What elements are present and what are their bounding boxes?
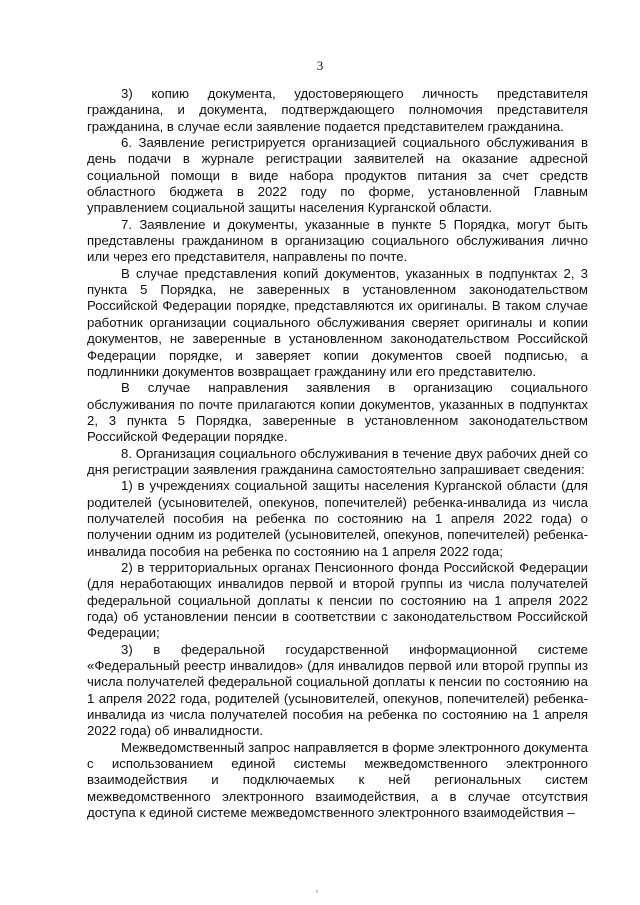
paragraph-clause-8: 8. Организация социального обслуживания в течение двух рабочих дней со дня регистрации заявления гражданина самостоятельно запрашивает сведения: [87, 445, 588, 477]
footer-mark: ‘ [316, 889, 319, 900]
paragraph-subitem-3: 3) в федеральной государственной информационной системе «Федеральный реестр инвалидов» (для инвалидов первой или второй группы из числа получателей федеральной социальной доплаты к пенсии по состоянию на 1 апреля 2022 года, родителей (усыновителей, опекунов, попечителей) ребенка-инвалида из числа получателей пособия на ребенка по состоянию на 1 апреля 2022 года) об инвалидности. [87, 641, 588, 739]
paragraph-item-3: 3) копию документа, удостоверяющего личность представителя гражданина, и документа, подтверждающего полномочия представителя гражданина, в случае если заявление подается представителем гражданина. [87, 86, 588, 134]
paragraph-clause-7: 7. Заявление и документы, указанные в пункте 5 Порядка, могут быть представлены гражданином в организацию социального обслуживания лично или через его представителя, направлены по почте. [87, 216, 588, 265]
paragraph-copies-originals: В случае представления копий документов, указанных в подпунктах 2, 3 пункта 5 Порядка, не заверенных в установленном законодательством Российской Федерации порядке, представляются их оригиналы. В таком случае работник организации социального обслуживания сверяет оригиналы и копии документов, не заверенные в установленном законодательством Российской Федерации порядке, и заверяет копии документов своей подписью, а подлинники документов возвращает гражданину или его представителю. [87, 265, 588, 379]
document-body [87, 86, 588, 821]
paragraph-postal-submission: В случае направления заявления в организацию социального обслуживания по почте прилагаются копии документов, указанных в подпунктах 2, 3 пункта 5 Порядка, заверенные в установленном законодательством Российской Федерации порядке. [87, 380, 588, 445]
page-number: 3 [316, 58, 324, 73]
paragraph-interagency-request: Межведомственный запрос направляется в форме электронного документа с использованием единой системы межведомственного электронного взаимодействия и подключаемых к ней региональных систем межведомственного электронного взаимодействия, а в случае отсутствия доступа к единой системе межведомственного электронного взаимодействия – [87, 739, 588, 821]
paragraph-subitem-2: 2) в территориальных органах Пенсионного фонда Российской Федерации (для неработающих инвалидов первой и второй группы из числа получателей федеральной социальной доплаты к пенсии по состоянию на 1 апреля 2022 года) об установлении пенсии в соответствии с законодательством Российской Федерации; [87, 559, 588, 641]
paragraph-clause-6: 6. Заявление регистрируется организацией социального обслуживания в день подачи в журнале регистрации заявителей на оказание адресной социальной помощи в виде набора продуктов питания за счет средств областного бюджета в 2022 году по форме, установленной Главным управлением социальной защиты населения Курганской области. [87, 135, 588, 216]
paragraph-subitem-1: 1) в учреждениях социальной защиты населения Курганской области (для родителей (усыновителей, опекунов, попечителей) ребенка-инвалида из числа получателей пособия на ребенка по состоянию на 1 апреля 2022 года) о получении одним из родителей (усыновителей, опекунов, попечителей) ребенка-инвалида пособия на ребенка по состоянию на 1 апреля 2022 года; [87, 478, 588, 559]
